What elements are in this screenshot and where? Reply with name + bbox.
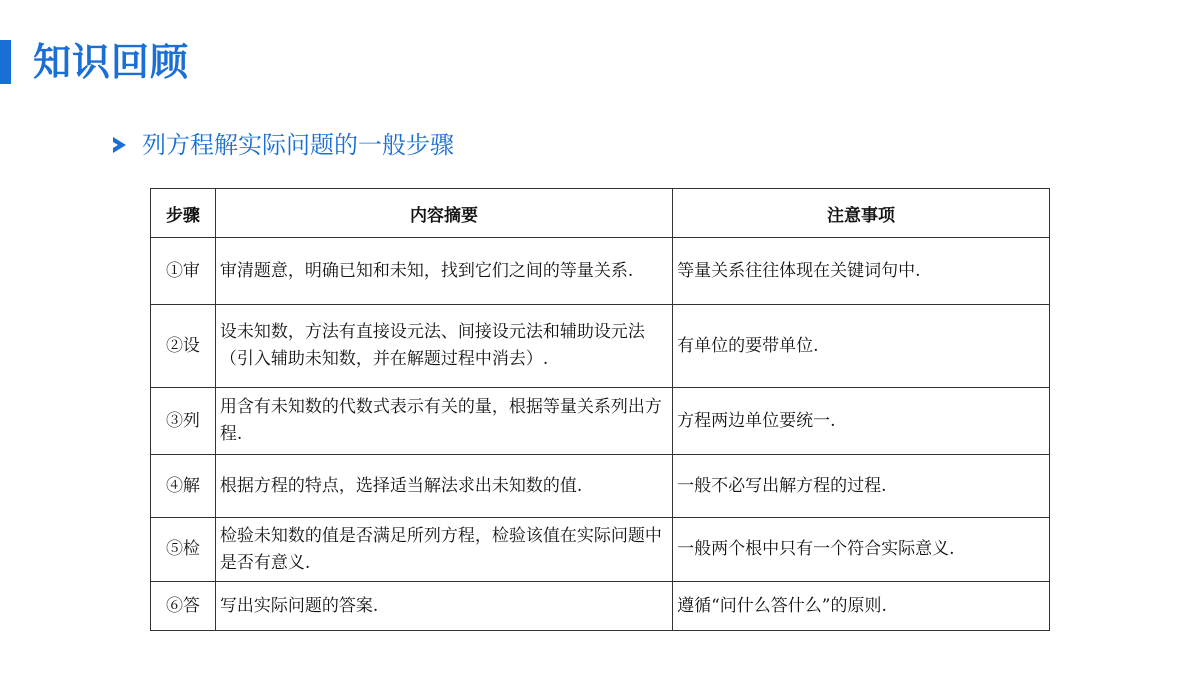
step-cell: ①审 [151,238,216,305]
content-cell: 写出实际问题的答案. [215,582,672,631]
steps-table [150,188,1050,631]
content-cell: 检验未知数的值是否满足所列方程，检验该值在实际问题中是否有意义. [215,518,672,582]
content-cell: 设未知数，方法有直接设元法、间接设元法和辅助设元法（引入辅助未知数，并在解题过程中消去）. [215,305,672,388]
header-note: 注意事项 [673,189,1050,238]
table-row [151,455,1050,518]
title-accent-bar [0,40,11,84]
table-row [151,582,1050,631]
header-content: 内容摘要 [215,189,672,238]
content-cell: 根据方程的特点，选择适当解法求出未知数的值. [215,455,672,518]
note-cell: 等量关系往往体现在关键词句中. [673,238,1050,305]
content-cell: 用含有未知数的代数式表示有关的量，根据等量关系列出方程. [215,388,672,455]
table-header-row [151,189,1050,238]
note-cell: 有单位的要带单位. [673,305,1050,388]
arrow-right-icon [113,137,126,153]
header-step: 步骤 [151,189,216,238]
subtitle-row [113,128,454,162]
table-row [151,388,1050,455]
step-cell: ④解 [151,455,216,518]
content-cell: 审清题意，明确已知和未知，找到它们之间的等量关系. [215,238,672,305]
step-cell: ⑤检 [151,518,216,582]
page-title: 知识回顾 [33,40,190,84]
note-cell: 方程两边单位要统一. [673,388,1050,455]
note-cell: 遵循“问什么答什么”的原则. [673,582,1050,631]
table-row [151,238,1050,305]
subtitle: 列方程解实际问题的一般步骤 [142,131,454,159]
step-cell: ②设 [151,305,216,388]
note-cell: 一般两个根中只有一个符合实际意义. [673,518,1050,582]
table-row [151,305,1050,388]
step-cell: ⑥答 [151,582,216,631]
table-row [151,518,1050,582]
note-cell: 一般不必写出解方程的过程. [673,455,1050,518]
step-cell: ③列 [151,388,216,455]
